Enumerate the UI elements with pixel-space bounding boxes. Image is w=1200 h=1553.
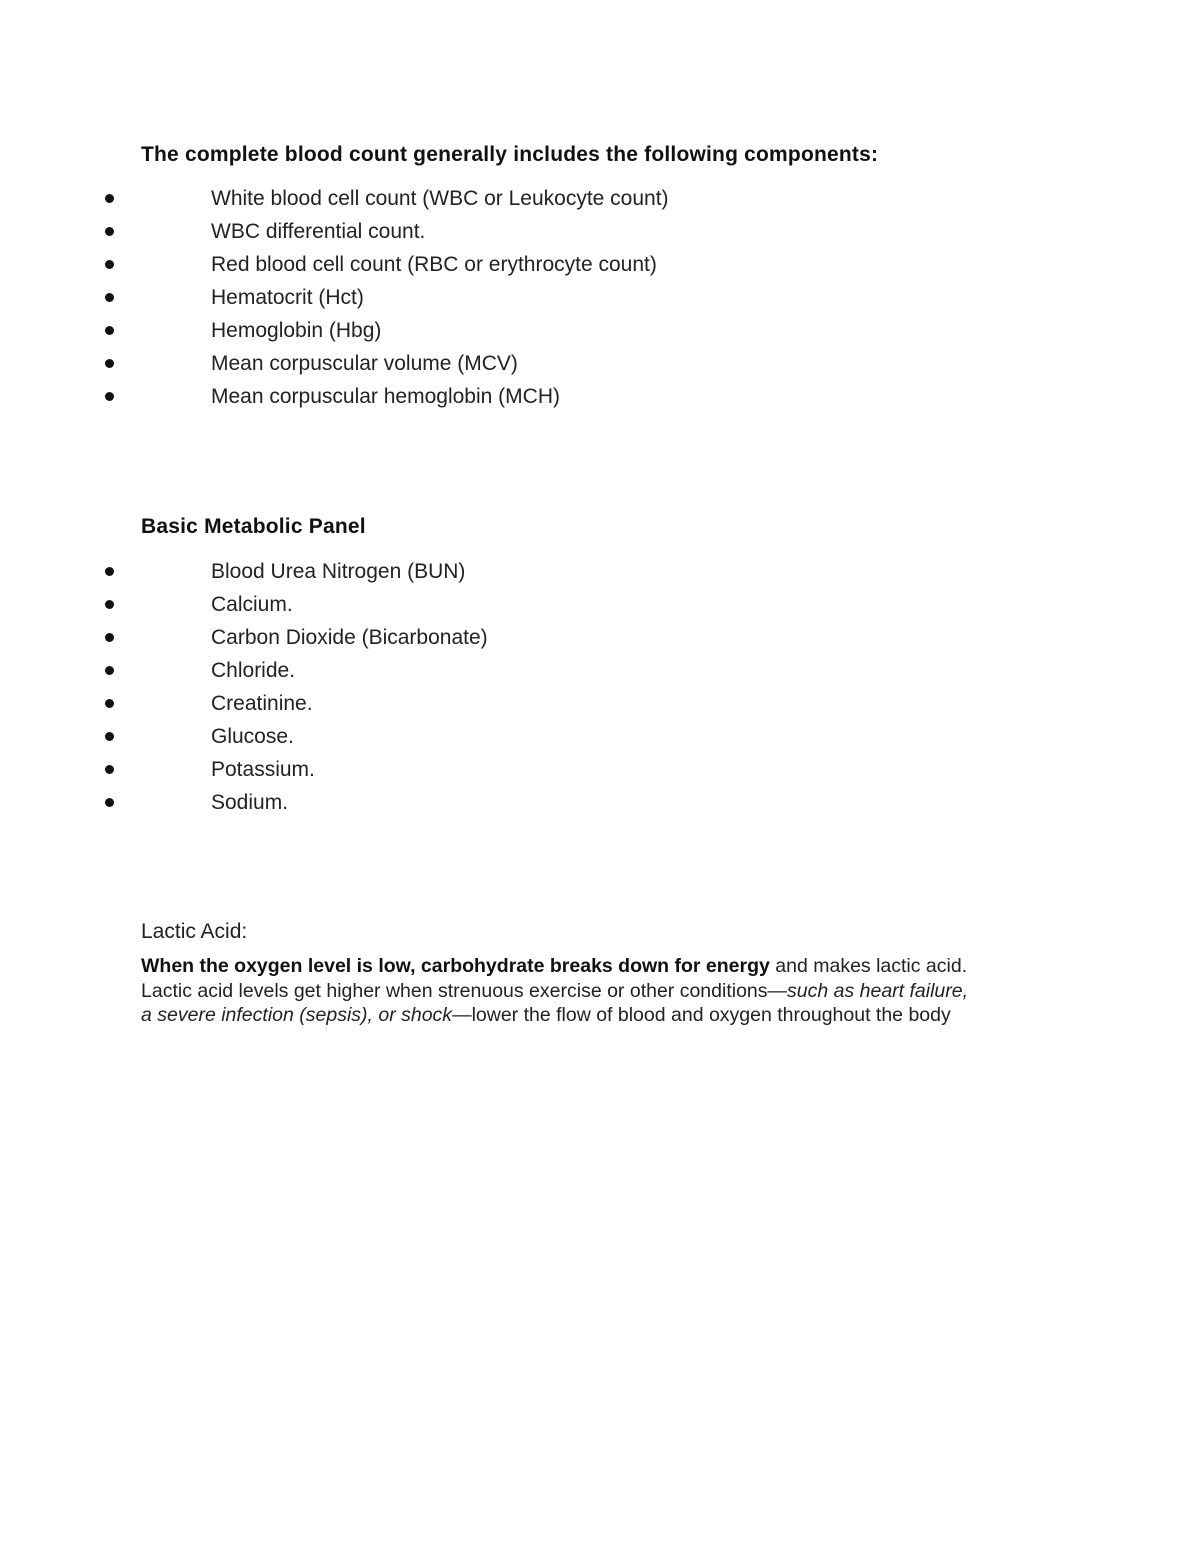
lactic-acid-paragraph xyxy=(141,954,1071,1028)
plain-phrase: —lower the flow of blood and oxygen throughout the body xyxy=(452,1004,951,1026)
cbc-heading: The complete blood count generally includes the following components: xyxy=(141,143,879,166)
bullet-icon xyxy=(105,567,114,576)
bullet-icon xyxy=(105,194,114,203)
bullet-icon xyxy=(105,633,114,642)
bullet-icon xyxy=(105,227,114,236)
bullet-icon xyxy=(105,699,114,708)
bullet-icon xyxy=(105,765,114,774)
bullet-icon xyxy=(105,326,114,335)
paragraph-line xyxy=(141,954,1071,979)
italic-phrase: a severe infection (sepsis), or shock xyxy=(141,1004,453,1026)
bold-phrase: When the oxygen level is low, carbohydrate breaks down for energy xyxy=(141,955,770,977)
bullet-icon xyxy=(105,732,114,741)
plain-phrase: and makes lactic acid. xyxy=(769,955,968,977)
bmp-heading: Basic Metabolic Panel xyxy=(141,515,366,538)
bullet-icon xyxy=(105,293,114,302)
bullet-icon xyxy=(105,260,114,269)
lactic-acid-label: Lactic Acid: xyxy=(141,920,248,943)
paragraph-line xyxy=(141,979,1071,1004)
bullet-icon xyxy=(105,666,114,675)
bullet-icon xyxy=(105,392,114,401)
italic-phrase: such as heart failure, xyxy=(787,979,969,1002)
paragraph-line xyxy=(141,1003,1071,1028)
bullet-icon xyxy=(105,359,114,368)
document-page: The complete blood count generally includes the following components: White blood cell count (WBC or Leukocyte count) WBC differential count. Red blood cell count (RBC or erythrocyte count) Hematocrit (Hct) Hemoglobin (Hbg) Mean corpuscular volume (MCV) Mean corpuscular hemoglobin (MCH) Basic Metabolic Panel Blood Urea Nitrogen (BUN) Calcium. Carbon Dioxide (Bicarbonate) Chloride. Creatinine. Glucose. Potassium. Sodium. Lactic Acid: When the oxygen level is low, carbohydrate breaks down for energy and makes lactic acid. Lactic acid levels get higher when strenuous exercise or other conditions—such as heart failure, a severe infection (sepsis), or shock—lower the flow of blood and oxygen throughout the body xyxy=(0,0,1200,1553)
bullet-icon xyxy=(105,600,114,609)
bullet-icon xyxy=(105,798,114,807)
plain-phrase: Lactic acid levels get higher when strenuous exercise or other conditions— xyxy=(141,979,788,1002)
